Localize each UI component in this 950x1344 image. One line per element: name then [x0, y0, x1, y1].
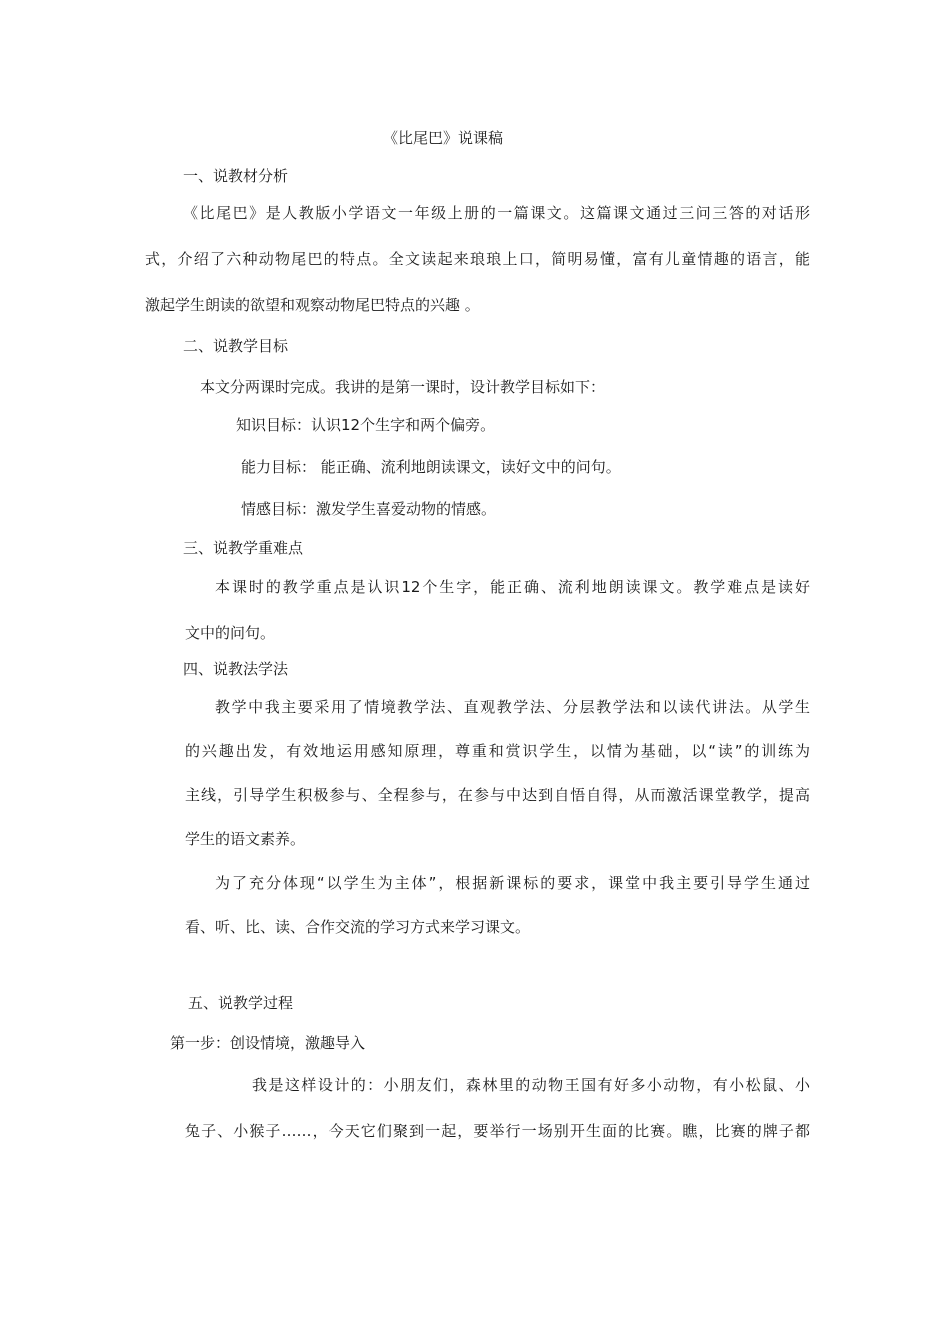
paragraph-line: 看、听、比、读、合作交流的学习方式来学习课文。	[185, 918, 531, 936]
goal-knowledge: 知识目标：认识12个生字和两个偏旁。	[236, 416, 496, 434]
paragraph-line: 文中的问句。	[185, 624, 276, 642]
step-heading: 第一步：创设情境，激趣导入	[170, 1034, 366, 1052]
section-heading-1: 一、说教材分析	[183, 167, 289, 185]
paragraph-line: 本文分两课时完成。我讲的是第一课时，设计教学目标如下：	[200, 378, 606, 396]
paragraph-line: 为了充分体现“以学生为主体”，根据新课标的要求，课堂中我主要引导学生通过	[215, 874, 810, 892]
section-heading-3: 三、说教学重难点	[183, 539, 304, 557]
section-heading-4: 四、说教法学法	[183, 660, 289, 678]
paragraph-line: 《比尾巴》是人教版小学语文一年级上册的一篇课文。这篇课文通过三问三答的对话形	[183, 204, 810, 222]
paragraph-line: 教学中我主要采用了情境教学法、直观教学法、分层教学法和以读代讲法。从学生	[215, 698, 810, 716]
paragraph-line: 主线，引导学生积极参与、全程参与，在参与中达到自悟自得，从而激活课堂教学，提高	[185, 786, 810, 804]
section-heading-2: 二、说教学目标	[183, 337, 289, 355]
paragraph-line: 本课时的教学重点是认识12个生字，能正确、流利地朗读课文。教学难点是读好	[215, 578, 810, 596]
goal-emotion: 情感目标：激发学生喜爱动物的情感。	[241, 500, 497, 518]
goal-ability: 能力目标： 能正确、流利地朗读课文，读好文中的问句。	[241, 458, 621, 476]
paragraph-line: 兔子、小猴子……，今天它们聚到一起，要举行一场别开生面的比赛。瞧，比赛的牌子都	[185, 1122, 810, 1140]
paragraph-line: 我是这样设计的：小朋友们，森林里的动物王国有好多小动物，有小松鼠、小	[252, 1076, 810, 1094]
paragraph-line: 学生的语文素养。	[185, 830, 306, 848]
paragraph-line: 式，介绍了六种动物尾巴的特点。全文读起来琅琅上口，简明易懂，富有儿童情趣的语言，能	[145, 250, 810, 268]
section-heading-5: 五、说教学过程	[188, 994, 294, 1012]
page-title: 《比尾巴》说课稿	[383, 129, 504, 147]
paragraph-line: 激起学生朗读的欲望和观察动物尾巴特点的兴趣 。	[145, 296, 480, 314]
paragraph-line: 的兴趣出发，有效地运用感知原理，尊重和赏识学生，以情为基础，以“读”的训练为	[185, 742, 810, 760]
